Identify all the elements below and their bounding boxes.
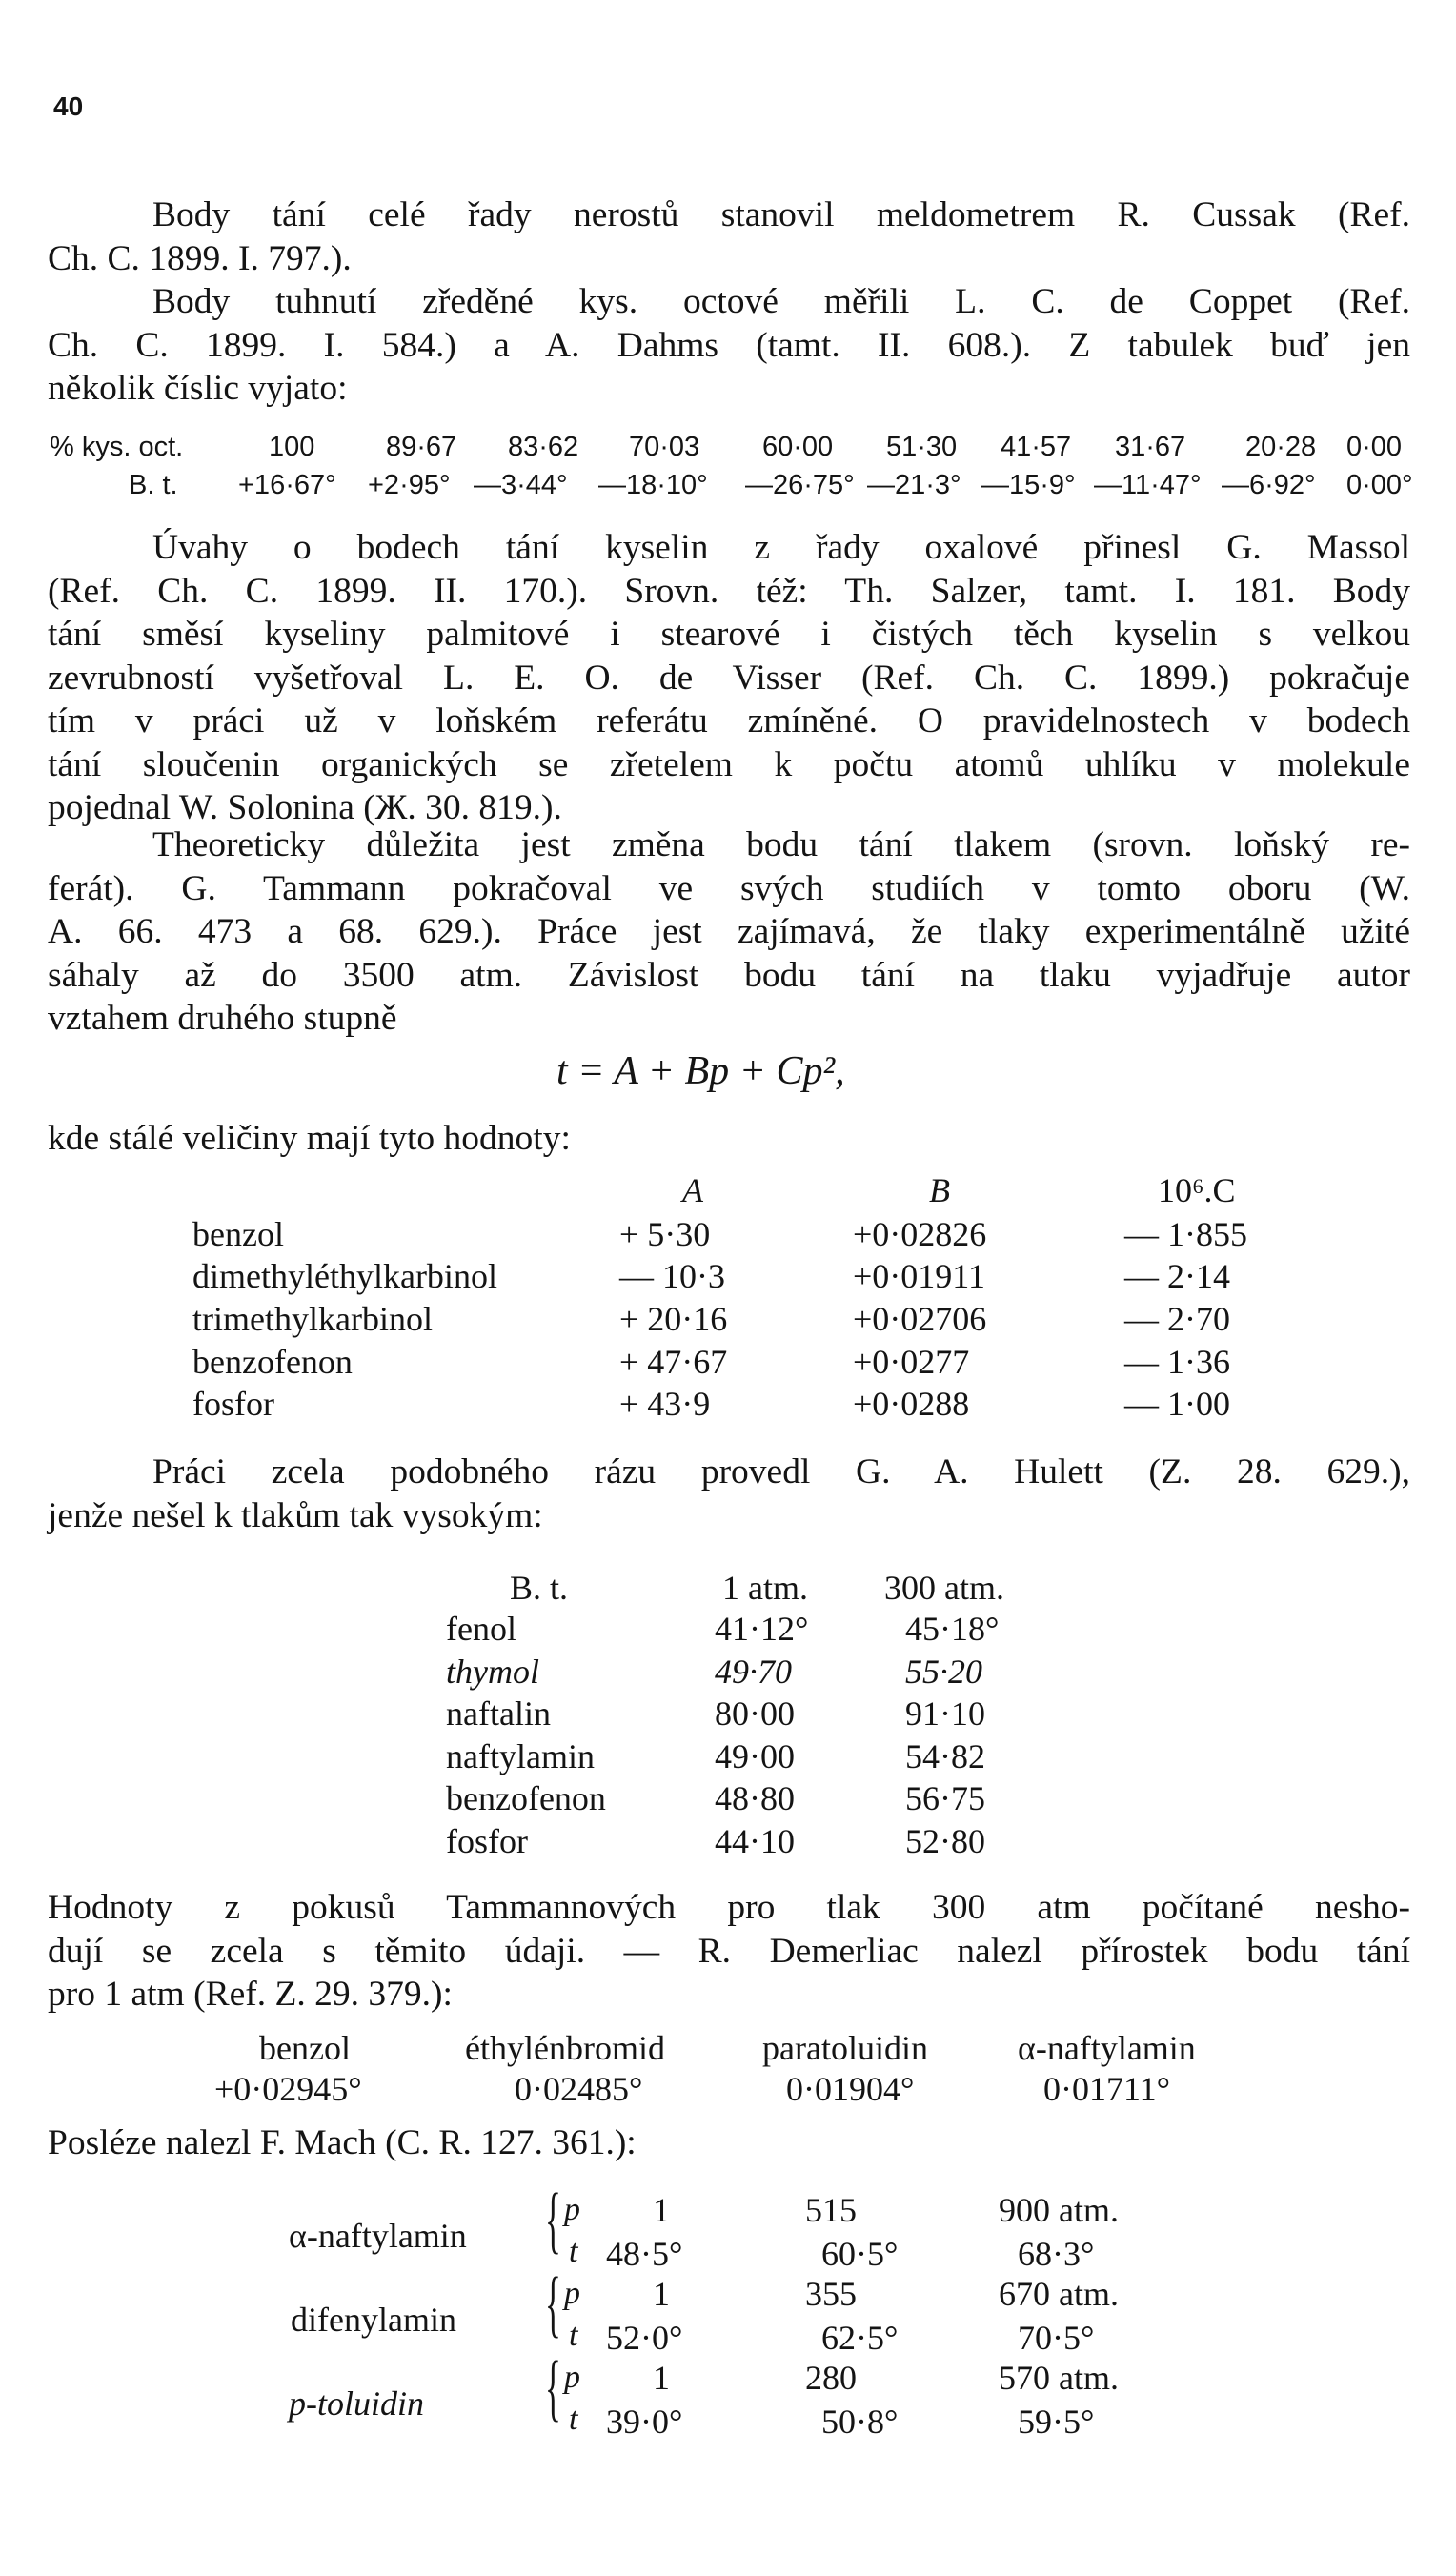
paragraph-mach bbox=[48, 2121, 1410, 2165]
text-line: tání směsí kyseliny palmitové i stearové i čistých těch kyselin s velkou bbox=[48, 615, 1410, 654]
hulett-header: B. t. bbox=[510, 1569, 569, 1607]
acetic-temp-value: +2·95° bbox=[368, 470, 451, 500]
value-b: +0·02706 bbox=[853, 1300, 987, 1338]
text-line: ferát). G. Tammann pokračoval ve svých studiích v tomto oboru (W. bbox=[48, 868, 1410, 908]
substance-name: trimethylkarbinol bbox=[192, 1300, 433, 1338]
acetic-conc-value: 100 bbox=[269, 432, 315, 462]
paragraph-massol bbox=[48, 526, 1410, 830]
temperature-value: 59·5° bbox=[1018, 2403, 1095, 2441]
value-1atm: 49·70 bbox=[715, 1653, 792, 1691]
pressure-value: 355 bbox=[805, 2275, 857, 2313]
paragraph-hulett bbox=[48, 1450, 1410, 1537]
paragraph-cussak bbox=[48, 193, 1410, 411]
text-line: pojednal W. Solonina (Ж. 30. 819.). bbox=[48, 788, 562, 827]
tammann-row bbox=[0, 1384, 1456, 1422]
substance-name: fosfor bbox=[192, 1385, 274, 1423]
acetic-conc-value: 83·62 bbox=[508, 432, 579, 462]
substance-name: dimethyléthylkarbinol bbox=[192, 1257, 497, 1295]
temperature-value: 68·3° bbox=[1018, 2235, 1095, 2273]
text-line: vztahem druhého stupně bbox=[48, 999, 397, 1038]
acetic-conc-row bbox=[0, 432, 1456, 470]
text-line: pro 1 atm (Ref. Z. 29. 379.): bbox=[48, 1975, 453, 2014]
acetic-conc-value: 20·28 bbox=[1245, 432, 1317, 462]
value-300atm: 54·82 bbox=[905, 1737, 985, 1775]
tammann-header: A bbox=[682, 1171, 703, 1209]
symbol-t: t bbox=[569, 2234, 578, 2269]
paragraph-demerliac bbox=[48, 1886, 1410, 2017]
acetic-temp-value: —18·10° bbox=[598, 470, 708, 500]
value-c: — 2·70 bbox=[1124, 1300, 1230, 1338]
value-1atm: 80·00 bbox=[715, 1694, 795, 1733]
hulett-row bbox=[0, 1778, 1456, 1816]
substance-name: paratoluidin bbox=[762, 2029, 928, 2067]
hulett-row bbox=[0, 1736, 1456, 1775]
tammann-row bbox=[0, 1256, 1456, 1294]
page-number: 40 bbox=[53, 91, 84, 121]
temperature-value: 62·5° bbox=[821, 2319, 899, 2357]
text-line: kde stálé veličiny mají tyto hodnoty: bbox=[48, 1119, 571, 1158]
substance-name: α-naftylamin bbox=[289, 2217, 467, 2255]
pressure-value: 570 atm. bbox=[999, 2359, 1119, 2397]
text-line: Ch. C. 1899. I. 797.). bbox=[48, 238, 352, 278]
substance-name: thymol bbox=[446, 1653, 539, 1691]
acetic-temp-value: —11·47° bbox=[1094, 470, 1202, 500]
substance-name: fosfor bbox=[446, 1822, 528, 1860]
acetic-temp-value: —6·92° bbox=[1222, 470, 1316, 500]
value-300atm: 45·18° bbox=[905, 1610, 1000, 1648]
pressure-value: 1 bbox=[653, 2275, 670, 2313]
substance-name: p-toluidin bbox=[289, 2384, 424, 2423]
acetic-conc-value: 31·67 bbox=[1115, 432, 1186, 462]
temperature-value: 48·5° bbox=[606, 2235, 683, 2273]
text-line: dují se zcela s těmito údaji. — R. Demerliac nalezl přírostek bodu tání bbox=[48, 1931, 1410, 1971]
text-line: jenže nešel k tlakům tak vysokým: bbox=[48, 1495, 543, 1535]
symbol-t: t bbox=[569, 2318, 578, 2353]
hulett-row bbox=[0, 1609, 1456, 1647]
acetic-conc-value: 41·57 bbox=[1001, 432, 1072, 462]
paragraph-tammann bbox=[48, 823, 1410, 1041]
acetic-temp-row bbox=[0, 470, 1456, 508]
temperature-value: 70·5° bbox=[1018, 2319, 1095, 2357]
pressure-value: 1 bbox=[653, 2359, 670, 2397]
text-line: několik číslic vyjato: bbox=[48, 369, 348, 408]
brace: { bbox=[545, 2262, 561, 2344]
substance-name: benzofenon bbox=[192, 1343, 353, 1381]
acetic-conc-value: 60·00 bbox=[762, 432, 834, 462]
acetic-temp-value: 0·00° bbox=[1346, 470, 1413, 500]
hulett-row bbox=[0, 1652, 1456, 1690]
acetic-temp-value: —26·75° bbox=[745, 470, 855, 500]
text-line: Body tání celé řady nerostů stanovil meldometrem R. Cussak (Ref. bbox=[152, 195, 1410, 234]
value-a: — 10·3 bbox=[619, 1257, 725, 1295]
temperature-value: 52·0° bbox=[606, 2319, 683, 2357]
formula: t = A + Bp + Cp², bbox=[556, 1049, 845, 1093]
acetic-conc-value: 51·30 bbox=[886, 432, 958, 462]
tammann-header: B bbox=[929, 1171, 950, 1209]
value-c: — 1·855 bbox=[1124, 1215, 1247, 1253]
temperature-value: 50·8° bbox=[821, 2403, 899, 2441]
acetic-temp-value: +16·67° bbox=[238, 470, 336, 500]
symbol-t: t bbox=[569, 2402, 578, 2437]
value-a: + 5·30 bbox=[619, 1215, 711, 1253]
value-a: + 47·67 bbox=[619, 1343, 728, 1381]
text-line: Úvahy o bodech tání kyselin z řady oxalové přinesl G. Massol bbox=[152, 528, 1410, 567]
hulett-header: 300 atm. bbox=[884, 1569, 1004, 1607]
tammann-row bbox=[0, 1214, 1456, 1252]
text-line: A. 66. 473 a 68. 629.). Práce jest zajímavá, že tlaky experimentálně užité bbox=[48, 912, 1410, 951]
value-300atm: 52·80 bbox=[905, 1822, 985, 1860]
substance-name: éthylénbromid bbox=[465, 2029, 665, 2067]
acetic-temp-value: —21·3° bbox=[867, 470, 961, 500]
text-line: tání sloučenin organických se zřetelem k počtu atomů uhlíku v molekule bbox=[48, 744, 1410, 784]
increment-value: 0·01904° bbox=[786, 2070, 915, 2108]
demerliac-names-row bbox=[0, 2028, 1456, 2066]
text-line: Ch. C. 1899. I. 584.) a A. Dahms (tamt. II. 608.). Z tabulek buď jen bbox=[48, 325, 1410, 365]
value-1atm: 44·10 bbox=[715, 1822, 795, 1860]
acetic-label-conc: % kys. oct. bbox=[50, 432, 184, 462]
text-line: (Ref. Ch. C. 1899. II. 170.). Srovn. též: Th. Salzer, tamt. I. 181. Body bbox=[48, 571, 1410, 611]
pressure-value: 515 bbox=[805, 2191, 857, 2229]
value-300atm: 91·10 bbox=[905, 1694, 985, 1733]
value-c: — 1·36 bbox=[1124, 1343, 1230, 1381]
text-line: tím v práci už v loňském referátu zmíněné. O pravidelnostech v bodech bbox=[48, 701, 1410, 740]
substance-name: difenylamin bbox=[291, 2301, 456, 2339]
acetic-temp-value: —15·9° bbox=[981, 470, 1076, 500]
substance-name: naftalin bbox=[446, 1694, 551, 1733]
value-b: +0·01911 bbox=[853, 1257, 985, 1295]
text-line: Posléze nalezl F. Mach (C. R. 127. 361.): bbox=[48, 2123, 637, 2162]
substance-name: benzofenon bbox=[446, 1779, 606, 1817]
substance-name: naftylamin bbox=[446, 1737, 595, 1775]
pressure-value: 280 bbox=[805, 2359, 857, 2397]
substance-name: benzol bbox=[259, 2029, 351, 2067]
pressure-value: 900 atm. bbox=[999, 2191, 1119, 2229]
tammann-row bbox=[0, 1342, 1456, 1380]
value-b: +0·0277 bbox=[853, 1343, 970, 1381]
text-line: zevrubností vyšetřoval L. E. O. de Visser (Ref. Ch. C. 1899.) pokračuje bbox=[48, 658, 1410, 698]
value-a: + 43·9 bbox=[619, 1385, 711, 1423]
value-b: +0·0288 bbox=[853, 1385, 970, 1423]
increment-value: 0·01711° bbox=[1043, 2070, 1171, 2108]
acetic-label-temp: B. t. bbox=[129, 470, 178, 500]
value-1atm: 48·80 bbox=[715, 1779, 795, 1817]
hulett-header: 1 atm. bbox=[722, 1569, 808, 1607]
text-line: sáhaly až do 3500 atm. Závislost bodu tání na tlaku vyjadřuje autor bbox=[48, 955, 1410, 995]
tammann-row bbox=[0, 1299, 1456, 1337]
value-a: + 20·16 bbox=[619, 1300, 728, 1338]
text-line: Theoreticky důležita jest změna bodu tání tlakem (srovn. loňský re- bbox=[152, 825, 1410, 864]
symbol-p: p bbox=[564, 2276, 580, 2311]
acetic-conc-value: 89·67 bbox=[386, 432, 457, 462]
value-300atm: 55·20 bbox=[905, 1653, 982, 1691]
value-c: — 2·14 bbox=[1124, 1257, 1230, 1295]
hulett-header-row bbox=[0, 1568, 1456, 1606]
tammann-header-row bbox=[0, 1170, 1456, 1208]
tammann-header: 10⁶.C bbox=[1158, 1171, 1236, 1209]
temperature-value: 60·5° bbox=[821, 2235, 899, 2273]
text-line: Body tuhnutí zředěné kys. octové měřili L. C. de Coppet (Ref. bbox=[152, 282, 1410, 321]
symbol-p: p bbox=[564, 2192, 580, 2227]
value-b: +0·02826 bbox=[853, 1215, 987, 1253]
acetic-conc-value: 70·03 bbox=[629, 432, 700, 462]
hulett-row bbox=[0, 1694, 1456, 1732]
value-300atm: 56·75 bbox=[905, 1779, 985, 1817]
increment-value: +0·02945° bbox=[214, 2070, 362, 2108]
symbol-p: p bbox=[564, 2360, 580, 2395]
text-line: Hodnoty z pokusů Tammannových pro tlak 300 atm počítané nesho- bbox=[48, 1888, 1410, 1927]
temperature-value: 39·0° bbox=[606, 2403, 683, 2441]
substance-name: benzol bbox=[192, 1215, 284, 1253]
value-c: — 1·00 bbox=[1124, 1385, 1230, 1423]
substance-name: α-naftylamin bbox=[1018, 2029, 1196, 2067]
demerliac-values-row bbox=[0, 2069, 1456, 2107]
brace: { bbox=[545, 2178, 561, 2261]
pressure-value: 1 bbox=[653, 2191, 670, 2229]
hulett-row bbox=[0, 1821, 1456, 1859]
paragraph-constants bbox=[48, 1117, 1410, 1161]
value-1atm: 41·12° bbox=[715, 1610, 809, 1648]
text-line: Práci zcela podobného rázu provedl G. A. Hulett (Z. 28. 629.), bbox=[152, 1452, 1410, 1491]
brace: { bbox=[545, 2345, 561, 2428]
increment-value: 0·02485° bbox=[515, 2070, 643, 2108]
pressure-value: 670 atm. bbox=[999, 2275, 1119, 2313]
value-1atm: 49·00 bbox=[715, 1737, 795, 1775]
acetic-temp-value: —3·44° bbox=[474, 470, 568, 500]
substance-name: fenol bbox=[446, 1610, 516, 1648]
acetic-conc-value: 0·00 bbox=[1346, 432, 1403, 462]
